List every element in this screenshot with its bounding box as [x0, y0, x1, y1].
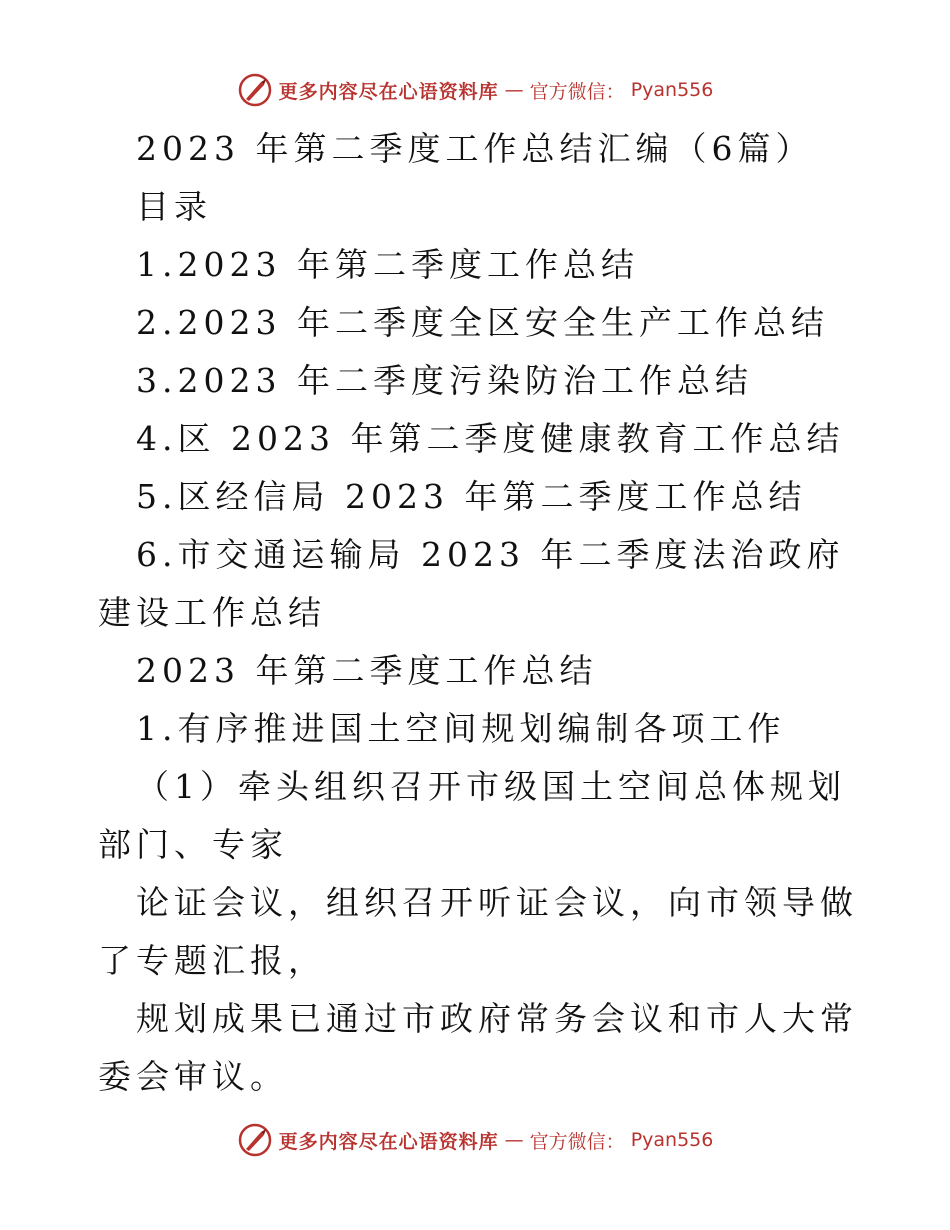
quill-logo-icon — [237, 72, 273, 108]
body-paragraph: （1）牵头组织召开市级国土空间总体规划部门、专家 — [98, 767, 846, 864]
section-heading: 2023 年第二季度工作总结 — [136, 651, 598, 690]
subsection-heading: 1.有序推进国土空间规划编制各项工作 — [136, 709, 786, 748]
toc-item-5: 5.区经信局 2023 年第二季度工作总结 — [136, 477, 807, 516]
footer-banner — [0, 1120, 950, 1160]
toc-item-2: 2.2023 年二季度全区安全生产工作总结 — [136, 303, 829, 342]
toc-item-3: 3.2023 年二季度污染防治工作总结 — [136, 361, 753, 400]
banner-wechat-id: Pyan556 — [630, 79, 714, 101]
header-banner — [0, 70, 950, 110]
banner-dash: — — [504, 1129, 524, 1151]
banner-wechat-label: 官方微信： — [529, 1130, 625, 1153]
body-paragraph: 论证会议，组织召开听证会议，向市领导做了专题汇报， — [98, 883, 858, 980]
document-body — [98, 120, 858, 1106]
banner-site-text: 更多内容尽在心语资料库 — [278, 80, 499, 103]
document-title: 2023 年第二季度工作总结汇编（6篇） — [136, 129, 814, 168]
banner-site-text: 更多内容尽在心语资料库 — [278, 1130, 499, 1153]
quill-logo-icon — [237, 1122, 273, 1158]
banner-dash: — — [504, 79, 524, 101]
body-paragraph: 规划成果已通过市政府常务会议和市人大常委会审议。 — [98, 999, 858, 1096]
toc-item-1: 1.2023 年第二季度工作总结 — [136, 245, 639, 284]
toc-heading: 目录 — [136, 187, 212, 226]
toc-item-4: 4.区 2023 年第二季度健康教育工作总结 — [136, 419, 845, 458]
banner-wechat-label: 官方微信： — [529, 80, 625, 103]
toc-item-6: 6.市交通运输局 2023 年二季度法治政府建设工作总结 — [98, 535, 845, 632]
banner-wechat-id: Pyan556 — [630, 1129, 714, 1151]
